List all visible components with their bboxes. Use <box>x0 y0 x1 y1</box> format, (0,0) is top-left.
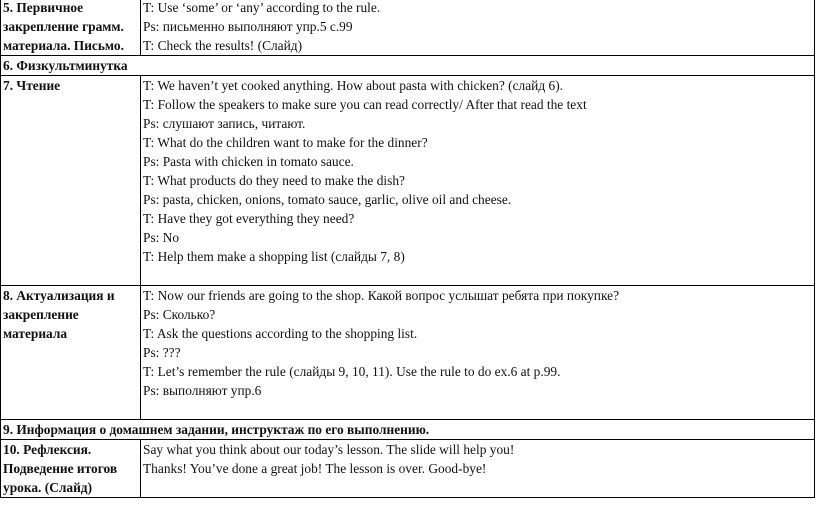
section-heading-cell <box>1 56 815 76</box>
activity-line: T: Use ‘some’ or ‘any’ according to the rule. <box>143 0 381 15</box>
activity-line: T: Have they got everything they need? <box>143 211 355 226</box>
table-row <box>1 56 815 76</box>
activity-line: Ps: No <box>143 230 180 245</box>
stage-text: материала. Письмо. <box>3 38 124 53</box>
section-heading: 9. Информация о домашнем задании, инструктаж по его выполнению. <box>3 422 430 437</box>
section-heading: 6. Физкультминутка <box>3 58 128 73</box>
stage-text: 8. Актуализация и <box>3 288 115 303</box>
activity-line: T: Let’s remember the rule (слайды 9, 10, 11). Use the rule to do ex.6 at p.99. <box>143 364 561 379</box>
stage-cell <box>1 286 141 420</box>
activity-line: Ps: pasta, chicken, onions, tomato sauce, garlic, olive oil and cheese. <box>143 192 512 207</box>
activity-line: T: Now our friends are going to the shop. Какой вопрос услышат ребята при покупке? <box>143 288 620 303</box>
activity-cell <box>141 0 815 56</box>
activity-cell <box>141 440 815 498</box>
activity-cell <box>141 76 815 286</box>
activity-line: Ps: выполняют упр.6 <box>143 383 262 398</box>
activity-line: T: Follow the speakers to make sure you can read correctly/ After that read the text <box>143 97 587 112</box>
stage-cell <box>1 0 141 56</box>
activity-line: T: What do the children want to make for the dinner? <box>143 135 428 150</box>
stage-cell <box>1 76 141 286</box>
activity-line: Ps: ??? <box>143 345 181 360</box>
activity-line: T: Help them make a shopping list (слайды 7, 8) <box>143 249 405 264</box>
stage-text: 7. Чтение <box>3 78 61 93</box>
activity-line: Ps: слушают запись, читают. <box>143 116 306 131</box>
activity-line: T: Check the results! (Слайд) <box>143 38 303 53</box>
stage-cell <box>1 440 141 498</box>
activity-line: T: We haven’t yet cooked anything. How about pasta with chicken? (слайд 6). <box>143 78 564 93</box>
blank-line <box>143 266 811 285</box>
activity-line: T: What products do they need to make the dish? <box>143 173 405 188</box>
stage-text: материала <box>3 326 68 341</box>
activity-cell <box>141 286 815 420</box>
table-row <box>1 0 815 56</box>
activity-line: Thanks! You’ve done a great job! The lesson is over. Good-bye! <box>143 461 487 476</box>
stage-text: 10. Рефлексия. <box>3 442 92 457</box>
stage-text: закрепление грамм. <box>3 19 124 34</box>
activity-line: Say what you think about our today’s lesson. The slide will help you! <box>143 442 515 457</box>
section-heading-cell <box>1 420 815 440</box>
stage-text: урока. (Слайд) <box>3 480 93 495</box>
table-row <box>1 420 815 440</box>
activity-line: Ps: Pasta with chicken in tomato sauce. <box>143 154 354 169</box>
stage-text: 5. Первичное <box>3 0 84 15</box>
table-row <box>1 440 815 498</box>
activity-line: Ps: Сколько? <box>143 307 216 322</box>
table-row <box>1 286 815 420</box>
blank-line <box>143 400 811 419</box>
table-row <box>1 76 815 286</box>
stage-text: Подведение итогов <box>3 461 118 476</box>
activity-line: T: Ask the questions according to the shopping list. <box>143 326 418 341</box>
activity-line: Ps: письменно выполняют упр.5 с.99 <box>143 19 353 34</box>
stage-text: закрепление <box>3 307 79 322</box>
